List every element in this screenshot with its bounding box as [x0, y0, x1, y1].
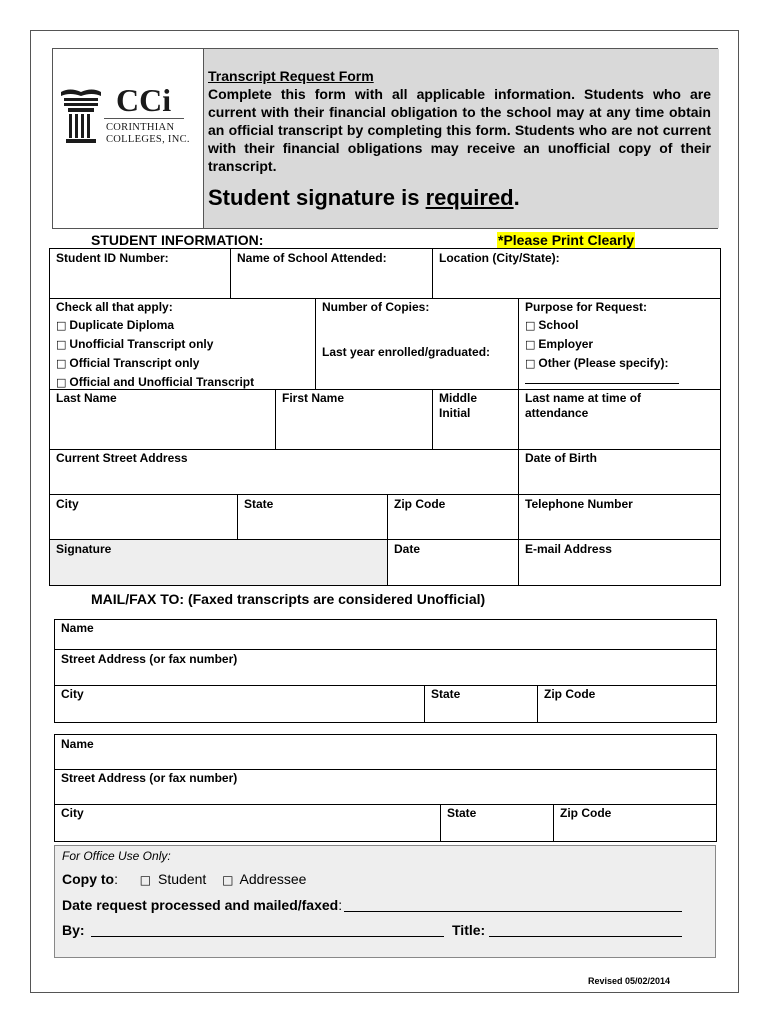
checkbox-icon[interactable]: □ [56, 357, 67, 370]
option-label: Unofficial Transcript only [69, 337, 214, 351]
mail-2-street-field[interactable]: Street Address (or fax number) [61, 771, 238, 785]
col-line [432, 389, 433, 449]
mail-1-zip-field[interactable]: Zip Code [544, 687, 596, 701]
option-label: Official Transcript only [69, 356, 200, 370]
col-line [387, 494, 388, 539]
zip-code-field[interactable]: Zip Code [394, 497, 446, 511]
purpose-employer[interactable] [525, 337, 593, 352]
checkbox-icon[interactable]: □ [222, 873, 234, 887]
col-line [275, 389, 276, 449]
checkbox-icon[interactable]: □ [139, 873, 152, 887]
signature-required-note [208, 184, 520, 212]
logo-line1: CORINTHIAN [106, 122, 175, 133]
title-line[interactable] [489, 936, 682, 937]
middle-initial-field[interactable]: Middle Initial [439, 391, 477, 420]
form-intro: Complete this form with all applicable information. Students who are current with their financial obligation to the school may at any time obtain an official transcript by completing this form. Students who are not current with their financial obligations may receive an unofficial copy of their transcript. [208, 86, 711, 174]
option-duplicate-diploma[interactable] [56, 318, 174, 333]
student-id-field[interactable]: Student ID Number: [56, 251, 169, 265]
date-processed-line[interactable] [344, 911, 682, 912]
telephone-field[interactable]: Telephone Number [525, 497, 633, 511]
mail-1-name-field[interactable]: Name [61, 621, 94, 635]
mail-block-2-line [54, 769, 717, 770]
logo-abbr: CCi [116, 82, 172, 118]
mail-1-state-field[interactable]: State [431, 687, 461, 701]
office-use-title: For Office Use Only: [62, 849, 171, 863]
col-line [518, 539, 519, 586]
other-specify-line[interactable] [525, 383, 679, 384]
option-unofficial-transcript[interactable] [56, 337, 213, 352]
option-official-and-unofficial[interactable] [56, 375, 254, 390]
logo-line2: COLLEGES, INC. [106, 134, 190, 145]
mail-block-2-line [54, 804, 717, 805]
mail-2-name-field[interactable]: Name [61, 737, 94, 751]
mail-block-1-col [424, 685, 425, 723]
checkbox-icon[interactable]: □ [525, 338, 536, 351]
date-processed-colon: : [338, 897, 343, 913]
mail-block-2 [54, 734, 717, 842]
logo-rule [104, 118, 184, 119]
mail-block-2-col [553, 804, 554, 842]
print-clearly-note: *Please Print Clearly [498, 232, 635, 248]
date-of-birth-field[interactable]: Date of Birth [525, 451, 597, 465]
mail-2-zip-field[interactable]: Zip Code [560, 806, 612, 820]
col-line [432, 248, 433, 298]
row-line-4 [49, 494, 721, 495]
student-info-heading: STUDENT INFORMATION: [91, 232, 264, 248]
purpose-school[interactable] [525, 318, 578, 333]
copy-to-label: Copy to [62, 871, 115, 887]
purpose-other[interactable] [525, 356, 668, 371]
copy-to-colon: : [114, 871, 118, 887]
col-line [387, 539, 388, 586]
option-official-transcript[interactable] [56, 356, 199, 371]
mail-2-state-field[interactable]: State [447, 806, 477, 820]
option-label: Other (Please specify): [538, 356, 669, 370]
signature-note-emph: required [425, 185, 514, 210]
checkbox-icon[interactable]: □ [525, 357, 536, 370]
col-line [518, 298, 519, 389]
last-name-attendance-field[interactable]: Last name at time of attendance [525, 391, 642, 420]
mail-block-1-col [537, 685, 538, 723]
col-line [518, 389, 519, 449]
col-line [315, 298, 316, 389]
mail-2-city-field[interactable]: City [61, 806, 84, 820]
checkbox-icon[interactable]: □ [525, 319, 536, 332]
option-label: Employer [538, 337, 594, 351]
option-label: Duplicate Diploma [69, 318, 175, 332]
checkbox-icon[interactable]: □ [56, 338, 67, 351]
date-processed-label: Date request processed and mailed/faxed [62, 897, 339, 913]
signature-field[interactable]: Signature [56, 542, 112, 556]
option-label: School [538, 318, 579, 332]
school-name-field[interactable]: Name of School Attended: [237, 251, 387, 265]
copy-to-addressee: Addressee [239, 871, 307, 887]
row-line-5 [49, 539, 721, 540]
column-logo-icon [58, 84, 104, 146]
mail-1-city-field[interactable]: City [61, 687, 84, 701]
state-field[interactable]: State [244, 497, 274, 511]
copy-to-student: Student [158, 871, 207, 887]
street-address-field[interactable]: Current Street Address [56, 451, 188, 465]
by-line[interactable] [91, 936, 444, 937]
revised-date: Revised 05/02/2014 [588, 976, 671, 986]
mail-block-1 [54, 619, 717, 723]
check-all-label: Check all that apply: [56, 300, 173, 314]
first-name-field[interactable]: First Name [282, 391, 345, 405]
mail-block-1-line [54, 649, 717, 650]
city-field[interactable]: City [56, 497, 79, 511]
checkbox-icon[interactable]: □ [56, 376, 67, 389]
last-name-field[interactable]: Last Name [56, 391, 117, 405]
email-field[interactable]: E-mail Address [525, 542, 612, 556]
signature-note-post: . [513, 185, 520, 210]
last-year-enrolled-field[interactable]: Last year enrolled/graduated: [322, 345, 491, 359]
mail-block-2-col [440, 804, 441, 842]
mail-block-1-line [54, 685, 717, 686]
mail-fax-heading: MAIL/FAX TO: (Faxed transcripts are considered Unofficial) [91, 591, 486, 607]
location-field[interactable]: Location (City/State): [439, 251, 560, 265]
row-line-1 [49, 298, 721, 299]
form-title: Transcript Request Form [208, 68, 374, 84]
col-line [518, 494, 519, 539]
col-line [237, 494, 238, 539]
col-line [230, 248, 231, 298]
row-line-3 [49, 449, 721, 450]
option-label: Official and Unofficial Transcript [69, 375, 255, 389]
signature-note-pre: Student signature is [208, 185, 426, 210]
purpose-label: Purpose for Request: [525, 300, 648, 314]
number-of-copies-field[interactable]: Number of Copies: [322, 300, 430, 314]
date-field[interactable]: Date [394, 542, 421, 556]
mail-1-street-field[interactable]: Street Address (or fax number) [61, 652, 238, 666]
by-label: By: [62, 922, 85, 938]
col-line [518, 449, 519, 494]
date-processed-row [62, 897, 342, 914]
copy-to-row [62, 871, 306, 889]
title-label: Title: [452, 922, 486, 938]
checkbox-icon[interactable]: □ [56, 319, 67, 332]
logo [58, 84, 198, 146]
